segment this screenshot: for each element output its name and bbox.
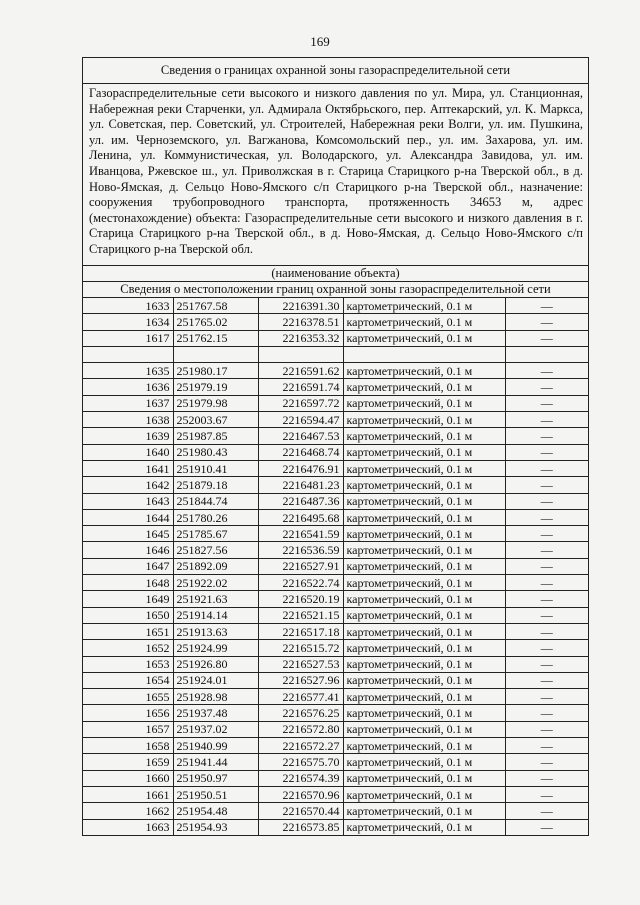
point-number-cell: 1658: [83, 738, 173, 754]
method-cell: картометрический, 0.1 м: [343, 379, 505, 395]
dash-cell: —: [505, 444, 588, 460]
table-row: [83, 314, 588, 330]
table-row: [83, 754, 588, 770]
table-row: [83, 379, 588, 395]
dash-cell: —: [505, 542, 588, 558]
point-number-cell: 1649: [83, 591, 173, 607]
x-coordinate-cell: 251950.97: [173, 770, 258, 786]
method-cell: картометрический, 0.1 м: [343, 623, 505, 639]
method-cell: картометрический, 0.1 м: [343, 738, 505, 754]
method-cell: картометрический, 0.1 м: [343, 770, 505, 786]
table-row: [83, 428, 588, 444]
y-coordinate-cell: 2216594.47: [258, 412, 343, 428]
method-cell: картометрический, 0.1 м: [343, 803, 505, 819]
dash-cell: —: [505, 575, 588, 591]
table-row: [83, 705, 588, 721]
point-number-cell: 1642: [83, 477, 173, 493]
dash-cell: —: [505, 754, 588, 770]
x-coordinate-cell: 251892.09: [173, 558, 258, 574]
y-coordinate-cell: 2216527.96: [258, 672, 343, 688]
x-coordinate-cell: 251914.14: [173, 607, 258, 623]
point-number-cell: 1648: [83, 575, 173, 591]
table-row: [83, 786, 588, 802]
x-coordinate-cell: 251762.15: [173, 330, 258, 346]
table-row: [83, 640, 588, 656]
point-number-cell: 1650: [83, 607, 173, 623]
table-row: [83, 591, 588, 607]
x-coordinate-cell: 251785.67: [173, 526, 258, 542]
dash-cell: —: [505, 460, 588, 476]
table-row: [83, 721, 588, 737]
y-coordinate-cell: 2216572.27: [258, 738, 343, 754]
method-cell: картометрический, 0.1 м: [343, 542, 505, 558]
y-coordinate-cell: 2216577.41: [258, 689, 343, 705]
point-number-cell: 1637: [83, 395, 173, 411]
point-number-cell: 1640: [83, 444, 173, 460]
method-cell: картометрический, 0.1 м: [343, 786, 505, 802]
y-coordinate-cell: 2216467.53: [258, 428, 343, 444]
point-number-cell: 1635: [83, 363, 173, 379]
point-number-cell: 1659: [83, 754, 173, 770]
y-coordinate-cell: 2216574.39: [258, 770, 343, 786]
x-coordinate-cell: 251937.02: [173, 721, 258, 737]
method-cell: картометрический, 0.1 м: [343, 591, 505, 607]
dash-cell: —: [505, 738, 588, 754]
table-row: [83, 575, 588, 591]
dash-cell: —: [505, 526, 588, 542]
y-coordinate-cell: 2216527.91: [258, 558, 343, 574]
method-cell: картометрический, 0.1 м: [343, 705, 505, 721]
point-number-cell: 1644: [83, 509, 173, 525]
dash-cell: —: [505, 428, 588, 444]
x-coordinate-cell: 251767.58: [173, 298, 258, 314]
table-row: [83, 689, 588, 705]
y-coordinate-cell: 2216521.15: [258, 607, 343, 623]
y-coordinate-cell: 2216353.32: [258, 330, 343, 346]
point-number-cell: 1643: [83, 493, 173, 509]
dash-cell: —: [505, 623, 588, 639]
document-title: Сведения о границах охранной зоны газораспределительной сети: [83, 58, 588, 84]
y-coordinate-cell: 2216570.96: [258, 786, 343, 802]
dash-cell: —: [505, 770, 588, 786]
point-number-cell: 1653: [83, 656, 173, 672]
dash-cell: —: [505, 509, 588, 525]
x-coordinate-cell: 251979.98: [173, 395, 258, 411]
point-number-cell: 1651: [83, 623, 173, 639]
y-coordinate-cell: 2216487.36: [258, 493, 343, 509]
x-coordinate-cell: 251941.44: [173, 754, 258, 770]
x-coordinate-cell: 251924.01: [173, 672, 258, 688]
x-coordinate-cell: 251879.18: [173, 477, 258, 493]
y-coordinate-cell: 2216570.44: [258, 803, 343, 819]
table-row: [83, 672, 588, 688]
y-coordinate-cell: 2216468.74: [258, 444, 343, 460]
method-cell: картометрический, 0.1 м: [343, 672, 505, 688]
y-coordinate-cell: 2216520.19: [258, 591, 343, 607]
table-row: [83, 509, 588, 525]
point-number-cell: 1641: [83, 460, 173, 476]
method-cell: картометрический, 0.1 м: [343, 640, 505, 656]
x-coordinate-cell: 251827.56: [173, 542, 258, 558]
table-row: [83, 738, 588, 754]
point-number-cell: 1645: [83, 526, 173, 542]
method-cell: картометрический, 0.1 м: [343, 493, 505, 509]
method-cell: картометрический, 0.1 м: [343, 819, 505, 835]
table-row: [83, 460, 588, 476]
point-number-cell: [83, 346, 173, 362]
x-coordinate-cell: 251924.99: [173, 640, 258, 656]
y-coordinate-cell: 2216476.91: [258, 460, 343, 476]
y-coordinate-cell: 2216591.62: [258, 363, 343, 379]
table-row: [83, 607, 588, 623]
method-cell: картометрический, 0.1 м: [343, 314, 505, 330]
x-coordinate-cell: 251987.85: [173, 428, 258, 444]
dash-cell: [505, 346, 588, 362]
x-coordinate-cell: 251913.63: [173, 623, 258, 639]
y-coordinate-cell: 2216391.30: [258, 298, 343, 314]
object-name-caption: (наименование объекта): [83, 266, 588, 282]
dash-cell: —: [505, 786, 588, 802]
dash-cell: —: [505, 395, 588, 411]
point-number-cell: 1655: [83, 689, 173, 705]
x-coordinate-cell: 251980.17: [173, 363, 258, 379]
table-row: [83, 656, 588, 672]
method-cell: картометрический, 0.1 м: [343, 721, 505, 737]
table-row: [83, 493, 588, 509]
dash-cell: —: [505, 477, 588, 493]
point-number-cell: 1647: [83, 558, 173, 574]
table-row: [83, 819, 588, 835]
y-coordinate-cell: 2216522.74: [258, 575, 343, 591]
method-cell: картометрический, 0.1 м: [343, 412, 505, 428]
y-coordinate-cell: 2216527.53: [258, 656, 343, 672]
dash-cell: —: [505, 363, 588, 379]
method-cell: картометрический, 0.1 м: [343, 526, 505, 542]
table-row: [83, 770, 588, 786]
method-cell: картометрический, 0.1 м: [343, 477, 505, 493]
point-number-cell: 1617: [83, 330, 173, 346]
y-coordinate-cell: 2216591.74: [258, 379, 343, 395]
method-cell: картометрический, 0.1 м: [343, 298, 505, 314]
dash-cell: —: [505, 705, 588, 721]
method-cell: картометрический, 0.1 м: [343, 444, 505, 460]
dash-cell: —: [505, 803, 588, 819]
y-coordinate-cell: 2216575.70: [258, 754, 343, 770]
point-number-cell: 1654: [83, 672, 173, 688]
dash-cell: —: [505, 672, 588, 688]
x-coordinate-cell: 251928.98: [173, 689, 258, 705]
object-description: Газораспределительные сети высокого и низкого давления по ул. Мира, ул. Станционная, Набережная реки Старченки, ул. Адмирала Октябрьского, пер. Аптекарский, ул. К. Маркса, ул. Советская, пер. Советский, ул. Строителей, Набережная реки Волги, ул. им. Пушкина, ул. им. Черноземского, ул. Вагжанова, Комсомольский пер., ул. им. Захарова, ул. им. Ленина, ул. Коммунистическая, ул. Володарского, ул. Александра Завидова, ул. им. Иванцова, Ржевское ш., ул. Приволжская в г. Старица Старицкого р-на Тверской обл., в д. Ново-Ямская, д. Сельцо Ново-Ямского с/п Старицкого р-на Тверской обл., назначение: сооружения трубопроводного транспорта, протяженность 34653 м, адрес (местонахождение) объекта: Газораспределительные сети высокого и низкого давления в г. Старица Старицкого р-на Тверской обл., в д. Ново-Ямская, д. Сельцо Ново-Ямского с/п Старицкого р-на Тверской обл.: [83, 84, 588, 266]
method-cell: картометрический, 0.1 м: [343, 395, 505, 411]
method-cell: картометрический, 0.1 м: [343, 689, 505, 705]
dash-cell: —: [505, 314, 588, 330]
dash-cell: —: [505, 412, 588, 428]
dash-cell: —: [505, 607, 588, 623]
x-coordinate-cell: 251765.02: [173, 314, 258, 330]
x-coordinate-cell: 251940.99: [173, 738, 258, 754]
method-cell: картометрический, 0.1 м: [343, 575, 505, 591]
x-coordinate-cell: 251954.48: [173, 803, 258, 819]
dash-cell: —: [505, 330, 588, 346]
method-cell: картометрический, 0.1 м: [343, 330, 505, 346]
x-coordinate-cell: 252003.67: [173, 412, 258, 428]
y-coordinate-cell: [258, 346, 343, 362]
dash-cell: —: [505, 558, 588, 574]
table-row: [83, 298, 588, 314]
x-coordinate-cell: 251910.41: [173, 460, 258, 476]
dash-cell: —: [505, 591, 588, 607]
dash-cell: —: [505, 721, 588, 737]
x-coordinate-cell: 251780.26: [173, 509, 258, 525]
method-cell: картометрический, 0.1 м: [343, 428, 505, 444]
y-coordinate-cell: 2216572.80: [258, 721, 343, 737]
point-number-cell: 1652: [83, 640, 173, 656]
y-coordinate-cell: 2216378.51: [258, 314, 343, 330]
point-number-cell: 1646: [83, 542, 173, 558]
location-caption: Сведения о местоположении границ охранной зоны газораспределительной сети: [83, 282, 588, 298]
point-number-cell: 1663: [83, 819, 173, 835]
method-cell: картометрический, 0.1 м: [343, 607, 505, 623]
y-coordinate-cell: 2216515.72: [258, 640, 343, 656]
y-coordinate-cell: 2216597.72: [258, 395, 343, 411]
x-coordinate-cell: 251921.63: [173, 591, 258, 607]
x-coordinate-cell: 251937.48: [173, 705, 258, 721]
x-coordinate-cell: 251954.93: [173, 819, 258, 835]
boundary-document: [82, 57, 589, 836]
y-coordinate-cell: 2216517.18: [258, 623, 343, 639]
table-row: [83, 444, 588, 460]
coordinates-table-body: [83, 298, 588, 835]
table-row: [83, 330, 588, 346]
point-number-cell: 1661: [83, 786, 173, 802]
coordinates-table: [83, 298, 588, 835]
point-number-cell: 1634: [83, 314, 173, 330]
dash-cell: —: [505, 298, 588, 314]
dash-cell: —: [505, 379, 588, 395]
method-cell: картометрический, 0.1 м: [343, 363, 505, 379]
table-row: [83, 558, 588, 574]
y-coordinate-cell: 2216481.23: [258, 477, 343, 493]
table-row: [83, 346, 588, 362]
x-coordinate-cell: 251980.43: [173, 444, 258, 460]
x-coordinate-cell: 251950.51: [173, 786, 258, 802]
table-row: [83, 526, 588, 542]
y-coordinate-cell: 2216541.59: [258, 526, 343, 542]
page-number: 169: [310, 34, 330, 49]
table-row: [83, 623, 588, 639]
table-row: [83, 542, 588, 558]
table-row: [83, 803, 588, 819]
method-cell: картометрический, 0.1 м: [343, 656, 505, 672]
y-coordinate-cell: 2216495.68: [258, 509, 343, 525]
table-row: [83, 412, 588, 428]
y-coordinate-cell: 2216536.59: [258, 542, 343, 558]
point-number-cell: 1639: [83, 428, 173, 444]
y-coordinate-cell: 2216573.85: [258, 819, 343, 835]
x-coordinate-cell: 251922.02: [173, 575, 258, 591]
method-cell: картометрический, 0.1 м: [343, 460, 505, 476]
point-number-cell: 1656: [83, 705, 173, 721]
x-coordinate-cell: 251979.19: [173, 379, 258, 395]
x-coordinate-cell: [173, 346, 258, 362]
point-number-cell: 1657: [83, 721, 173, 737]
y-coordinate-cell: 2216576.25: [258, 705, 343, 721]
point-number-cell: 1660: [83, 770, 173, 786]
dash-cell: —: [505, 640, 588, 656]
dash-cell: —: [505, 689, 588, 705]
dash-cell: —: [540, 820, 553, 835]
point-number-cell: 1636: [83, 379, 173, 395]
table-row: [83, 363, 588, 379]
x-coordinate-cell: 251844.74: [173, 493, 258, 509]
table-row: [83, 395, 588, 411]
point-number-cell: 1633: [83, 298, 173, 314]
table-row: [83, 477, 588, 493]
point-number-cell: 1638: [83, 412, 173, 428]
method-cell: картометрический, 0.1 м: [343, 558, 505, 574]
dash-cell: —: [505, 493, 588, 509]
point-number-cell: 1662: [83, 803, 173, 819]
method-cell: картометрический, 0.1 м: [343, 754, 505, 770]
method-cell: [343, 346, 505, 362]
method-cell: картометрический, 0.1 м: [343, 509, 505, 525]
x-coordinate-cell: 251926.80: [173, 656, 258, 672]
dash-cell: —: [505, 656, 588, 672]
